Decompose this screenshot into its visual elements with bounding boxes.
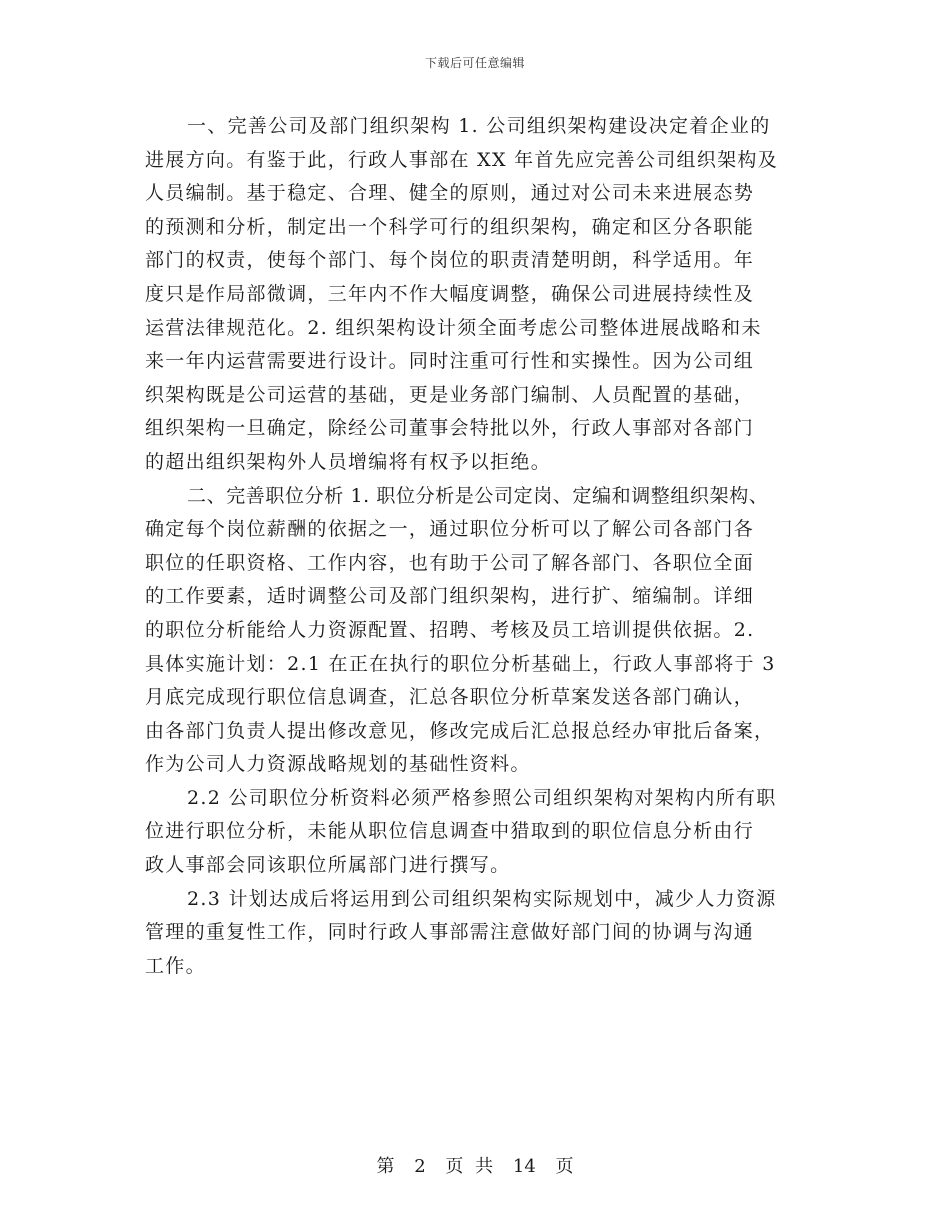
paragraph-1-line-8: 来一年内运营需要进行设计。同时注重可行性和实操性。因为公司组: [145, 350, 755, 373]
document-body: [145, 110, 835, 983]
paragraph-3-line-1: 2.2 公司职位分析资料必须严格参照公司组织架构对架构内所有职: [187, 786, 777, 809]
paragraph-1-line-6: 度只是作局部微调，三年内不作大幅度调整，确保公司进展持续性及: [145, 282, 755, 305]
paragraph-1-line-9: 织架构既是公司运营的基础，更是业务部门编制、人员配置的基础，: [145, 383, 755, 406]
paragraph-2-line-8: 由各部门负责人提出修改意见，修改完成后汇总报总经办审批后备案，: [145, 719, 775, 742]
page-footer: [0, 1152, 950, 1178]
paragraph-2-line-7: 月底完成现行职位信息调查，汇总各职位分析草案发送各部门确认，: [145, 686, 755, 709]
paragraph-2-line-9: 作为公司人力资源战略规划的基础性资料。: [145, 753, 531, 776]
page-label-prefix: 第: [376, 1156, 395, 1177]
paragraph-4-line-2: 管理的重复性工作，同时行政人事部需注意做好部门间的协调与沟通: [145, 921, 755, 944]
paragraph-1-line-4: 的预测和分析，制定出一个科学可行的组织架构，确定和区分各职能: [145, 215, 755, 238]
paragraph-3-line-3: 政人事部会同该职位所属部门进行撰写。: [145, 854, 511, 877]
paragraph-2-line-4: 的工作要素，适时调整公司及部门组织架构，进行扩、缩编制。详细: [145, 585, 755, 608]
page-total: 14: [512, 1156, 536, 1177]
paragraph-2-line-5: 的职位分析能给人力资源配置、招聘、考核及员工培训提供依据。2.: [145, 618, 755, 641]
paragraph-2-line-1: 二、完善职位分析 1. 职位分析是公司定岗、定编和调整组织架构、: [187, 484, 769, 507]
page-label-mid: 页 共: [445, 1156, 494, 1177]
paragraph-4-line-1: 2.3 计划达成后将运用到公司组织架构实际规划中，减少人力资源: [187, 887, 777, 910]
paragraph-1-line-11: 的超出组织架构外人员增编将有权予以拒绝。: [145, 450, 552, 473]
paragraph-1-line-1: 一、完善公司及部门组织架构 1. 公司组织架构建设决定着企业的: [187, 115, 771, 137]
paragraph-4-line-3: 工作。: [145, 954, 206, 977]
paragraph-2-line-3: 职位的任职资格、工作内容，也有助于公司了解各部门、各职位全面: [145, 551, 755, 574]
paragraph-1-line-7: 运营法律规范化。2. 组织架构设计须全面考虑公司整体进展战略和未: [145, 316, 762, 339]
page-header: 下载后可任意编辑: [424, 56, 525, 70]
paragraph-1-line-2: 进展方向。有鉴于此，行政人事部在 XX 年首先应完善公司组织架构及: [145, 148, 779, 171]
paragraph-1-line-10: 组织架构一旦确定，除经公司董事会特批以外，行政人事部对各部门: [145, 417, 755, 440]
paragraph-1-line-5: 部门的权责，使每个部门、每个岗位的职责清楚明朗，科学适用。年: [145, 249, 755, 272]
paragraph-3-line-2: 位进行职位分析，未能从职位信息调查中猎取到的职位信息分析由行: [145, 820, 755, 843]
page-number: 2: [414, 1156, 426, 1177]
paragraph-1-line-3: 人员编制。基于稳定、合理、健全的原则，通过对公司未来进展态势: [145, 182, 755, 205]
page-label-suffix: 页: [555, 1156, 574, 1177]
paragraph-2-line-2: 确定每个岗位薪酬的依据之一，通过职位分析可以了解公司各部门各: [145, 518, 755, 541]
paragraph-2-line-6: 具体实施计划：2.1 在正在执行的职位分析基础上，行政人事部将于 3: [145, 652, 776, 675]
